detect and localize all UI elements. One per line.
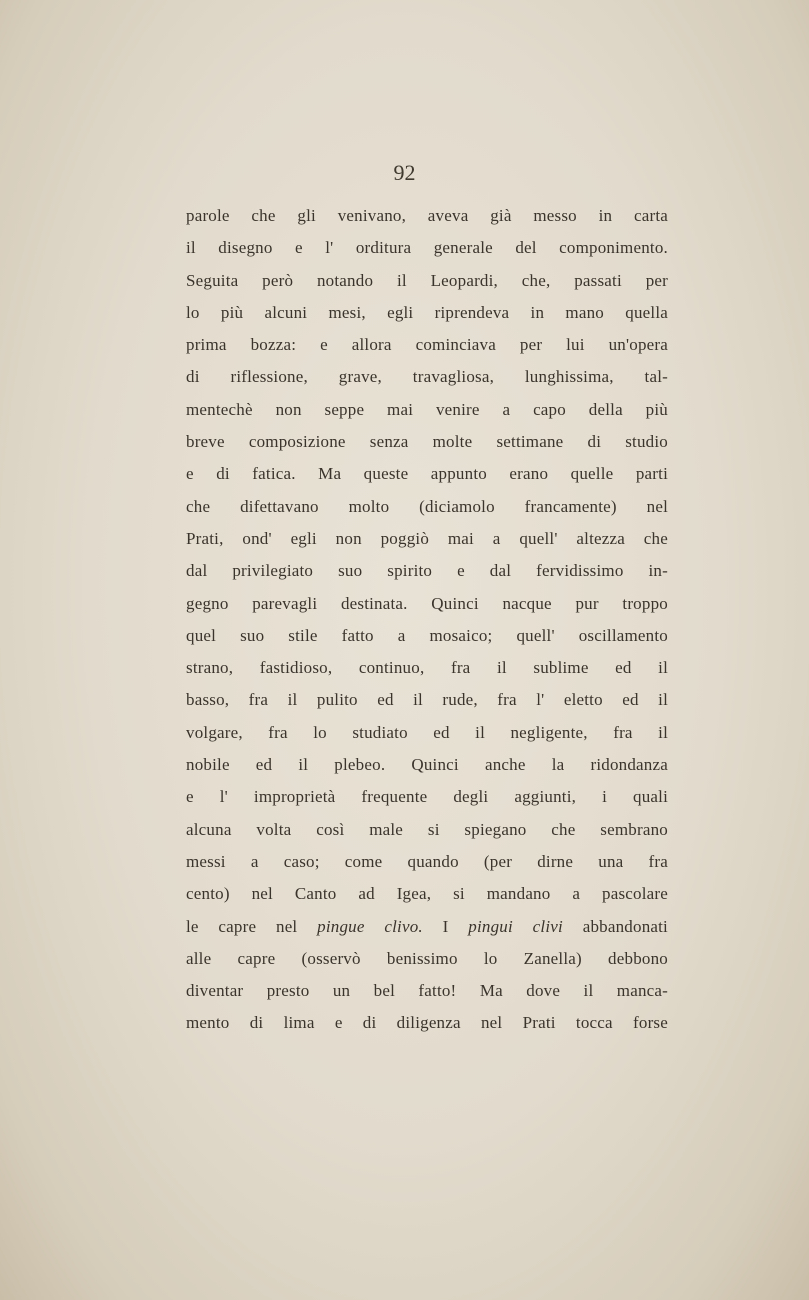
text-line: mentechè non seppe mai venire a capo della più xyxy=(186,399,668,419)
text-line: alcuna volta così male si spiegano che sembrano xyxy=(186,819,668,839)
text-line: che difettavano molto (diciamolo francamente) nel xyxy=(186,496,668,516)
text-line: cento) nel Canto ad Igea, si mandano a pascolare xyxy=(186,884,668,904)
text-line: parole che gli venivano, aveva già messo in carta xyxy=(186,206,668,225)
text-line: basso, fra il pulito ed il rude, fra l' eletto ed il xyxy=(186,690,668,710)
text-line: di riflessione, grave, travagliosa, lunghissima, tal- xyxy=(186,367,668,387)
text-line: prima bozza: e allora cominciava per lui un'opera xyxy=(186,335,668,355)
page-number: 92 xyxy=(393,160,416,185)
text-line: breve composizione senza molte settimane di studio xyxy=(186,432,668,452)
text-line: messi a caso; come quando (per dirne una fra xyxy=(186,851,668,871)
text-line: nobile ed il plebeo. Quinci anche la ridondanza xyxy=(186,755,668,775)
text-line-with-italics xyxy=(186,911,668,943)
text: I xyxy=(442,916,449,936)
text-line: alle capre (osservò benissimo lo Zanella) debbono xyxy=(186,948,668,968)
text-line: dal privilegiato suo spirito e dal fervidissimo in- xyxy=(186,561,668,581)
text-line: Seguita però notando il Leopardi, che, passati per xyxy=(186,270,668,290)
text: le capre nel xyxy=(186,916,298,936)
text-line: mento di lima e di diligenza nel Prati tocca forse xyxy=(186,1013,668,1033)
body-text xyxy=(186,200,668,1040)
text-line: Prati, ond' egli non poggiò mai a quell' altezza che xyxy=(186,528,668,548)
text-line: volgare, fra lo studiato ed il negligente, fra il xyxy=(186,722,668,742)
italic-quote: pingui clivi xyxy=(468,916,563,936)
text-line: strano, fastidioso, continuo, fra il sublime ed il xyxy=(186,658,668,678)
italic-quote: pingue clivo. xyxy=(317,916,423,936)
text: abbandonati xyxy=(582,916,668,936)
text-line: lo più alcuni mesi, egli riprendeva in mano quella xyxy=(186,302,668,322)
text-line: quel suo stile fatto a mosaico; quell' oscillamento xyxy=(186,625,668,645)
text-line: gegno parevagli destinata. Quinci nacque pur troppo xyxy=(186,593,668,613)
text-line: e di fatica. Ma queste appunto erano quelle parti xyxy=(186,464,668,484)
text-line: e l' improprietà frequente degli aggiunti, i quali xyxy=(186,787,668,807)
text-line: il disegno e l' orditura generale del componimento. xyxy=(186,238,668,258)
text-line: diventar presto un bel fatto! Ma dove il manca- xyxy=(186,981,668,1001)
